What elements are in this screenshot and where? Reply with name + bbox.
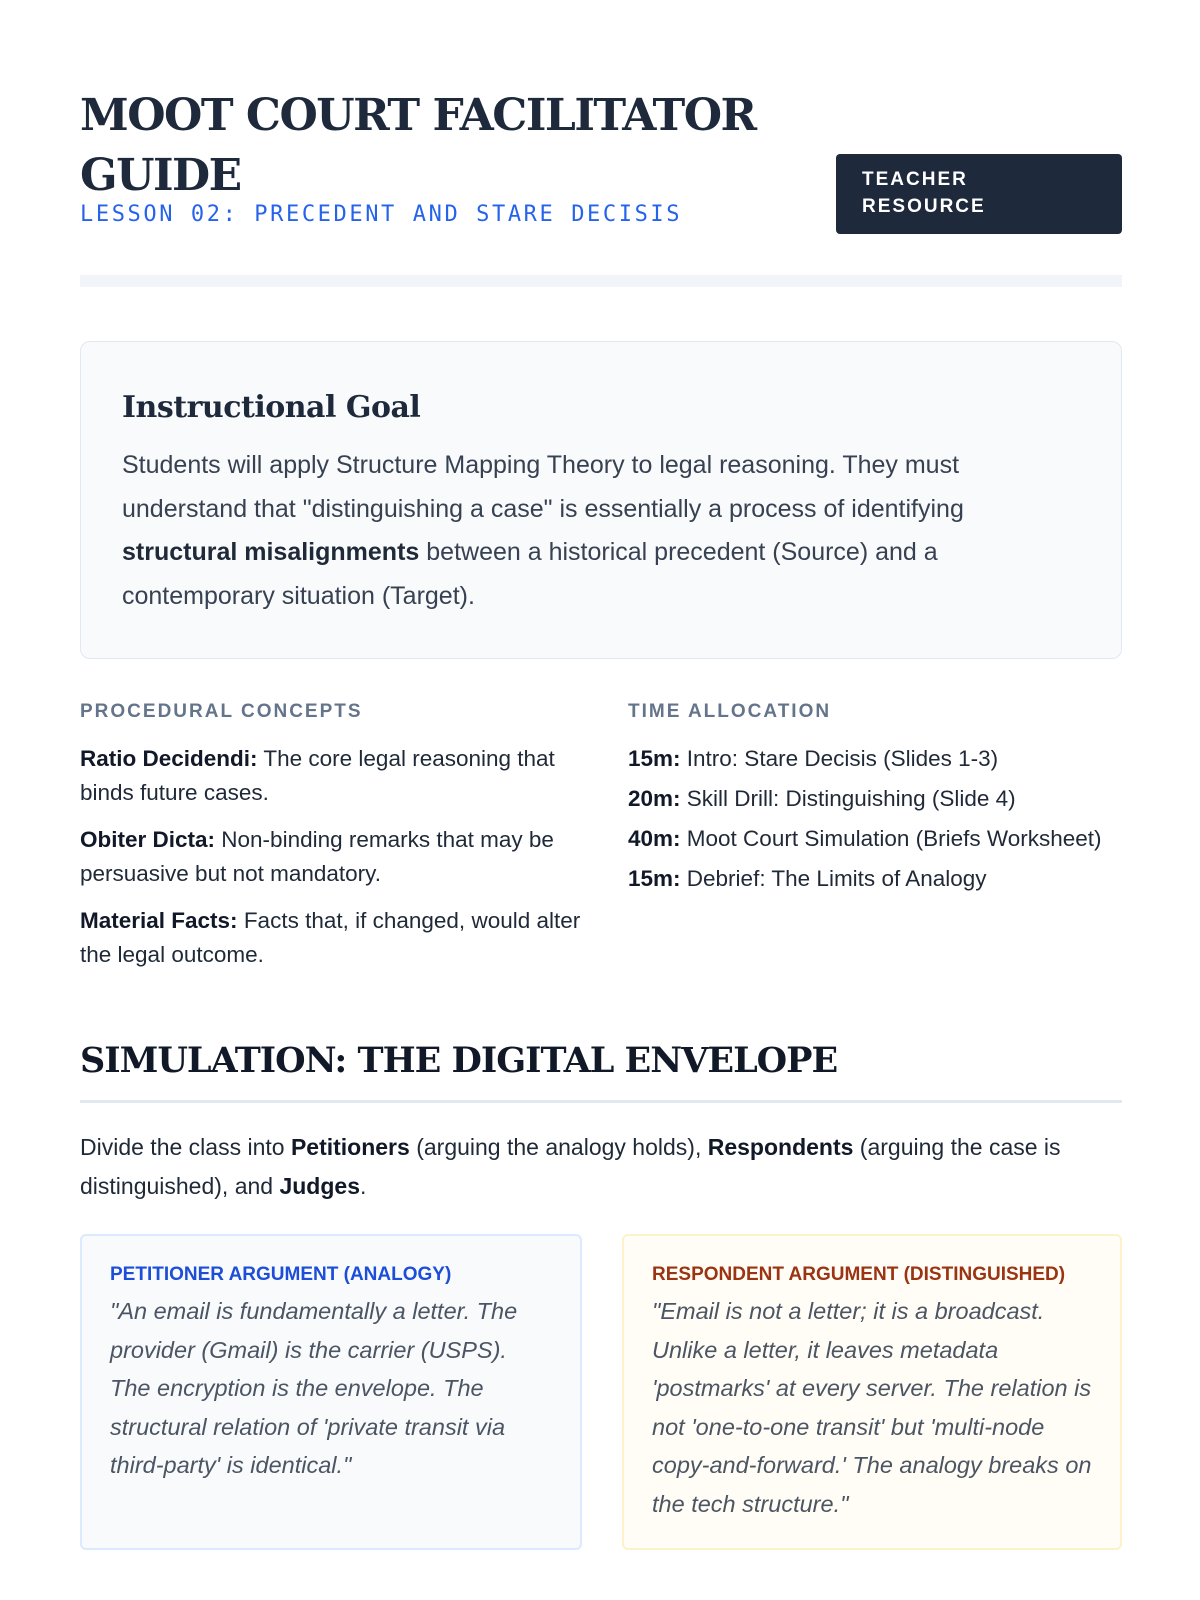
- time-duration: 15m:: [628, 866, 681, 891]
- intro-text: Divide the class into: [80, 1134, 291, 1160]
- goal-heading: Instructional Goal: [122, 390, 421, 425]
- intro-text: (arguing the analogy holds),: [409, 1134, 708, 1160]
- time-item: [628, 742, 1128, 776]
- concept-item: [80, 823, 585, 891]
- time-activity: Moot Court Simulation (Briefs Worksheet): [680, 826, 1102, 851]
- simulation-intro: [80, 1128, 1125, 1206]
- goal-text-part-1: Students will apply Structure Mapping Theory to legal reasoning. They must understand that "distinguishing a case" is essentially a process of identifying: [122, 451, 964, 523]
- concept-item: [80, 742, 585, 810]
- procedural-concepts-section: [80, 700, 585, 985]
- concept-term: Material Facts:: [80, 908, 238, 933]
- simulation-divider: [80, 1100, 1122, 1103]
- concept-definition: Facts that, if changed, would alter the legal outcome.: [80, 908, 581, 967]
- concept-term: Obiter Dicta:: [80, 827, 216, 852]
- respondent-argument-heading: RESPONDENT ARGUMENT (DISTINGUISHED): [652, 1264, 1066, 1285]
- role-petitioners: Petitioners: [290, 1134, 410, 1160]
- respondent-argument-card: [622, 1234, 1122, 1550]
- goal-text: [122, 444, 1081, 618]
- time-allocation-heading: TIME ALLOCATION: [628, 701, 832, 722]
- role-respondents: Respondents: [707, 1134, 854, 1160]
- time-item: [628, 782, 1128, 816]
- page-title: MOOT COURT FACILITATOR GUIDE: [80, 90, 756, 201]
- lesson-subtitle: LESSON 02: PRECEDENT AND STARE DECISIS: [80, 202, 683, 227]
- intro-text: (arguing the case is distinguished), and: [80, 1134, 1061, 1199]
- time-item: [628, 862, 1128, 896]
- goal-text-part-2: between a historical precedent (Source) and a contemporary situation (Target).: [122, 538, 938, 610]
- time-activity: Skill Drill: Distinguishing (Slide 4): [680, 786, 1016, 811]
- concept-definition: The core legal reasoning that binds future cases.: [80, 746, 555, 805]
- time-activity: Intro: Stare Decisis (Slides 1-3): [680, 746, 999, 771]
- goal-text-emphasis: structural misalignments: [122, 538, 420, 566]
- time-activity: Debrief: The Limits of Analogy: [680, 866, 987, 891]
- instructional-goal-card: [80, 341, 1122, 659]
- time-allocation-section: [628, 700, 1128, 902]
- page-header: [80, 86, 1122, 238]
- respondent-argument-quote: "Email is not a letter; it is a broadcast. Unlike a letter, it leaves metadata 'postmarks' at every server. The relation is not 'one-to-one transit' but 'multi-node copy-and-forward.' The analogy breaks on the tech structure.": [652, 1298, 1092, 1517]
- concept-item: [80, 904, 585, 972]
- header-divider: [80, 275, 1122, 287]
- teacher-resource-badge: TEACHER RESOURCE: [836, 154, 1122, 234]
- time-item: [628, 822, 1128, 856]
- intro-text: .: [360, 1173, 367, 1199]
- simulation-title: SIMULATION: THE DIGITAL ENVELOPE: [80, 1040, 838, 1081]
- time-duration: 15m:: [628, 746, 681, 771]
- time-duration: 20m:: [628, 786, 681, 811]
- petitioner-argument-heading: PETITIONER ARGUMENT (ANALOGY): [110, 1264, 452, 1285]
- procedural-concepts-heading: PROCEDURAL CONCEPTS: [80, 701, 363, 722]
- concept-definition: Non-binding remarks that may be persuasive but not mandatory.: [80, 827, 554, 886]
- petitioner-argument-card: [80, 1234, 582, 1550]
- role-judges: Judges: [279, 1173, 360, 1199]
- petitioner-argument-quote: "An email is fundamentally a letter. The provider (Gmail) is the carrier (USPS). The encryption is the envelope. The structural relation of 'private transit via third-party' is identical.": [110, 1298, 518, 1478]
- concept-term: Ratio Decidendi:: [80, 746, 258, 771]
- time-duration: 40m:: [628, 826, 681, 851]
